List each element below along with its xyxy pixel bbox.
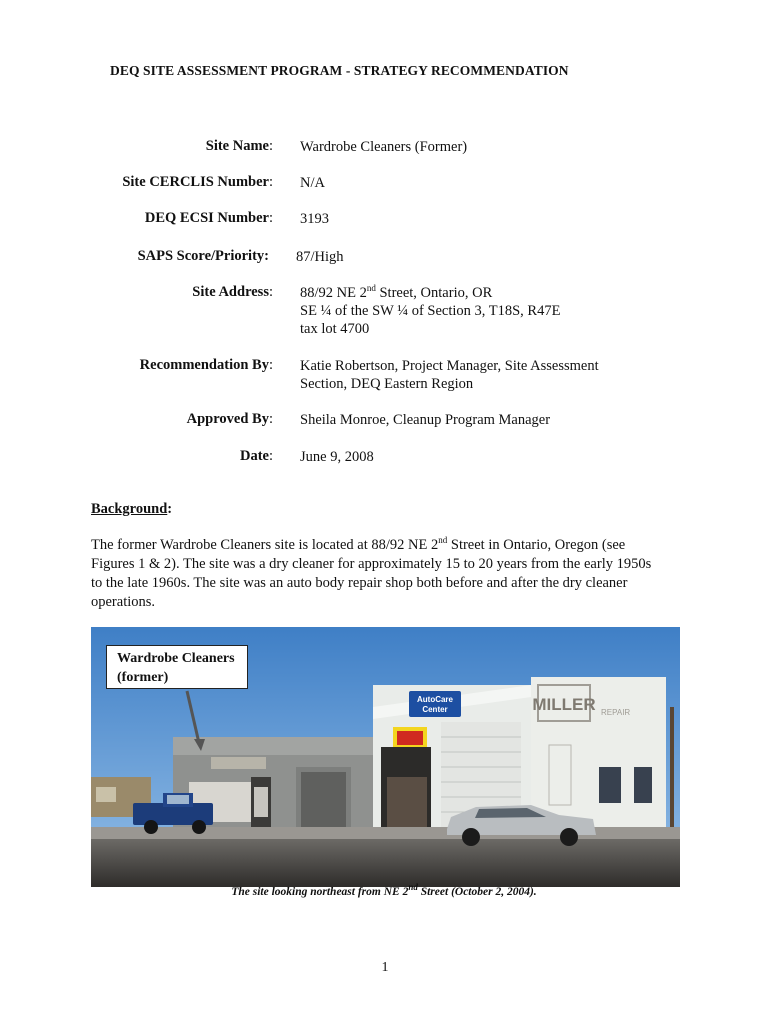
site-name-value: Wardrobe Cleaners (Former) — [300, 139, 468, 155]
recommendation-line-2: Section, DEQ Eastern Region — [300, 376, 474, 392]
background-line-3: to the late 1960s. The site was an auto body repair shop both before and after the dry cleaner — [91, 575, 628, 591]
address-line-3: tax lot 4700 — [300, 321, 370, 337]
recommendation-value — [300, 357, 599, 393]
document-title: DEQ SITE ASSESSMENT PROGRAM - STRATEGY RECOMMENDATION — [110, 63, 569, 78]
ecsi-label: DEQ ECSI Number: — [144, 210, 273, 226]
callout-line-2: (former) — [117, 670, 169, 685]
address-line-2: SE ¼ of the SW ¼ of Section 3, T18S, R47E — [300, 303, 561, 319]
background-heading: Background: — [91, 501, 173, 517]
approved-value: Sheila Monroe, Cleanup Program Manager — [300, 412, 551, 428]
page-number: 1 — [381, 960, 389, 975]
autocare-sign-line1: AutoCare — [416, 695, 454, 704]
site-address-value — [300, 284, 560, 338]
callout-line-1: Wardrobe Cleaners — [117, 651, 235, 666]
repair-sign: REPAIR — [601, 708, 631, 717]
autocare-sign-line2: Center — [422, 705, 448, 714]
photo-caption: The site looking northeast from NE 2nd Street (October 2, 2004). — [231, 882, 537, 898]
date-value: June 9, 2008 — [300, 449, 374, 465]
address-line-1: 88/92 NE 2nd Street, Ontario, OR — [300, 283, 493, 301]
cerclis-value: N/A — [300, 175, 325, 191]
saps-value: 87/High — [296, 249, 344, 265]
background-line-1: The former Wardrobe Cleaners site is located at 88/92 NE 2nd Street in Ontario, Oregon (see — [91, 535, 626, 553]
background-line-2: Figures 1 & 2). The site was a dry cleaner for approximately 15 to 20 years from the early 1950s — [91, 556, 652, 572]
recommendation-label: Recommendation By: — [139, 357, 273, 373]
approved-label: Approved By: — [186, 411, 273, 427]
miller-sign: MILLER — [532, 695, 596, 714]
background-paragraph — [91, 536, 691, 612]
site-address-label: Site Address: — [192, 284, 273, 300]
site-name-label: Site Name: — [205, 138, 273, 154]
background-line-4: operations. — [91, 594, 156, 610]
cerclis-label: Site CERCLIS Number: — [122, 174, 273, 190]
date-label: Date: — [239, 448, 273, 464]
photo-callout — [106, 645, 248, 689]
recommendation-line-1: Katie Robertson, Project Manager, Site Assessment — [300, 358, 599, 374]
ecsi-value: 3193 — [300, 211, 329, 227]
saps-label: SAPS Score/Priority: — [137, 248, 269, 264]
